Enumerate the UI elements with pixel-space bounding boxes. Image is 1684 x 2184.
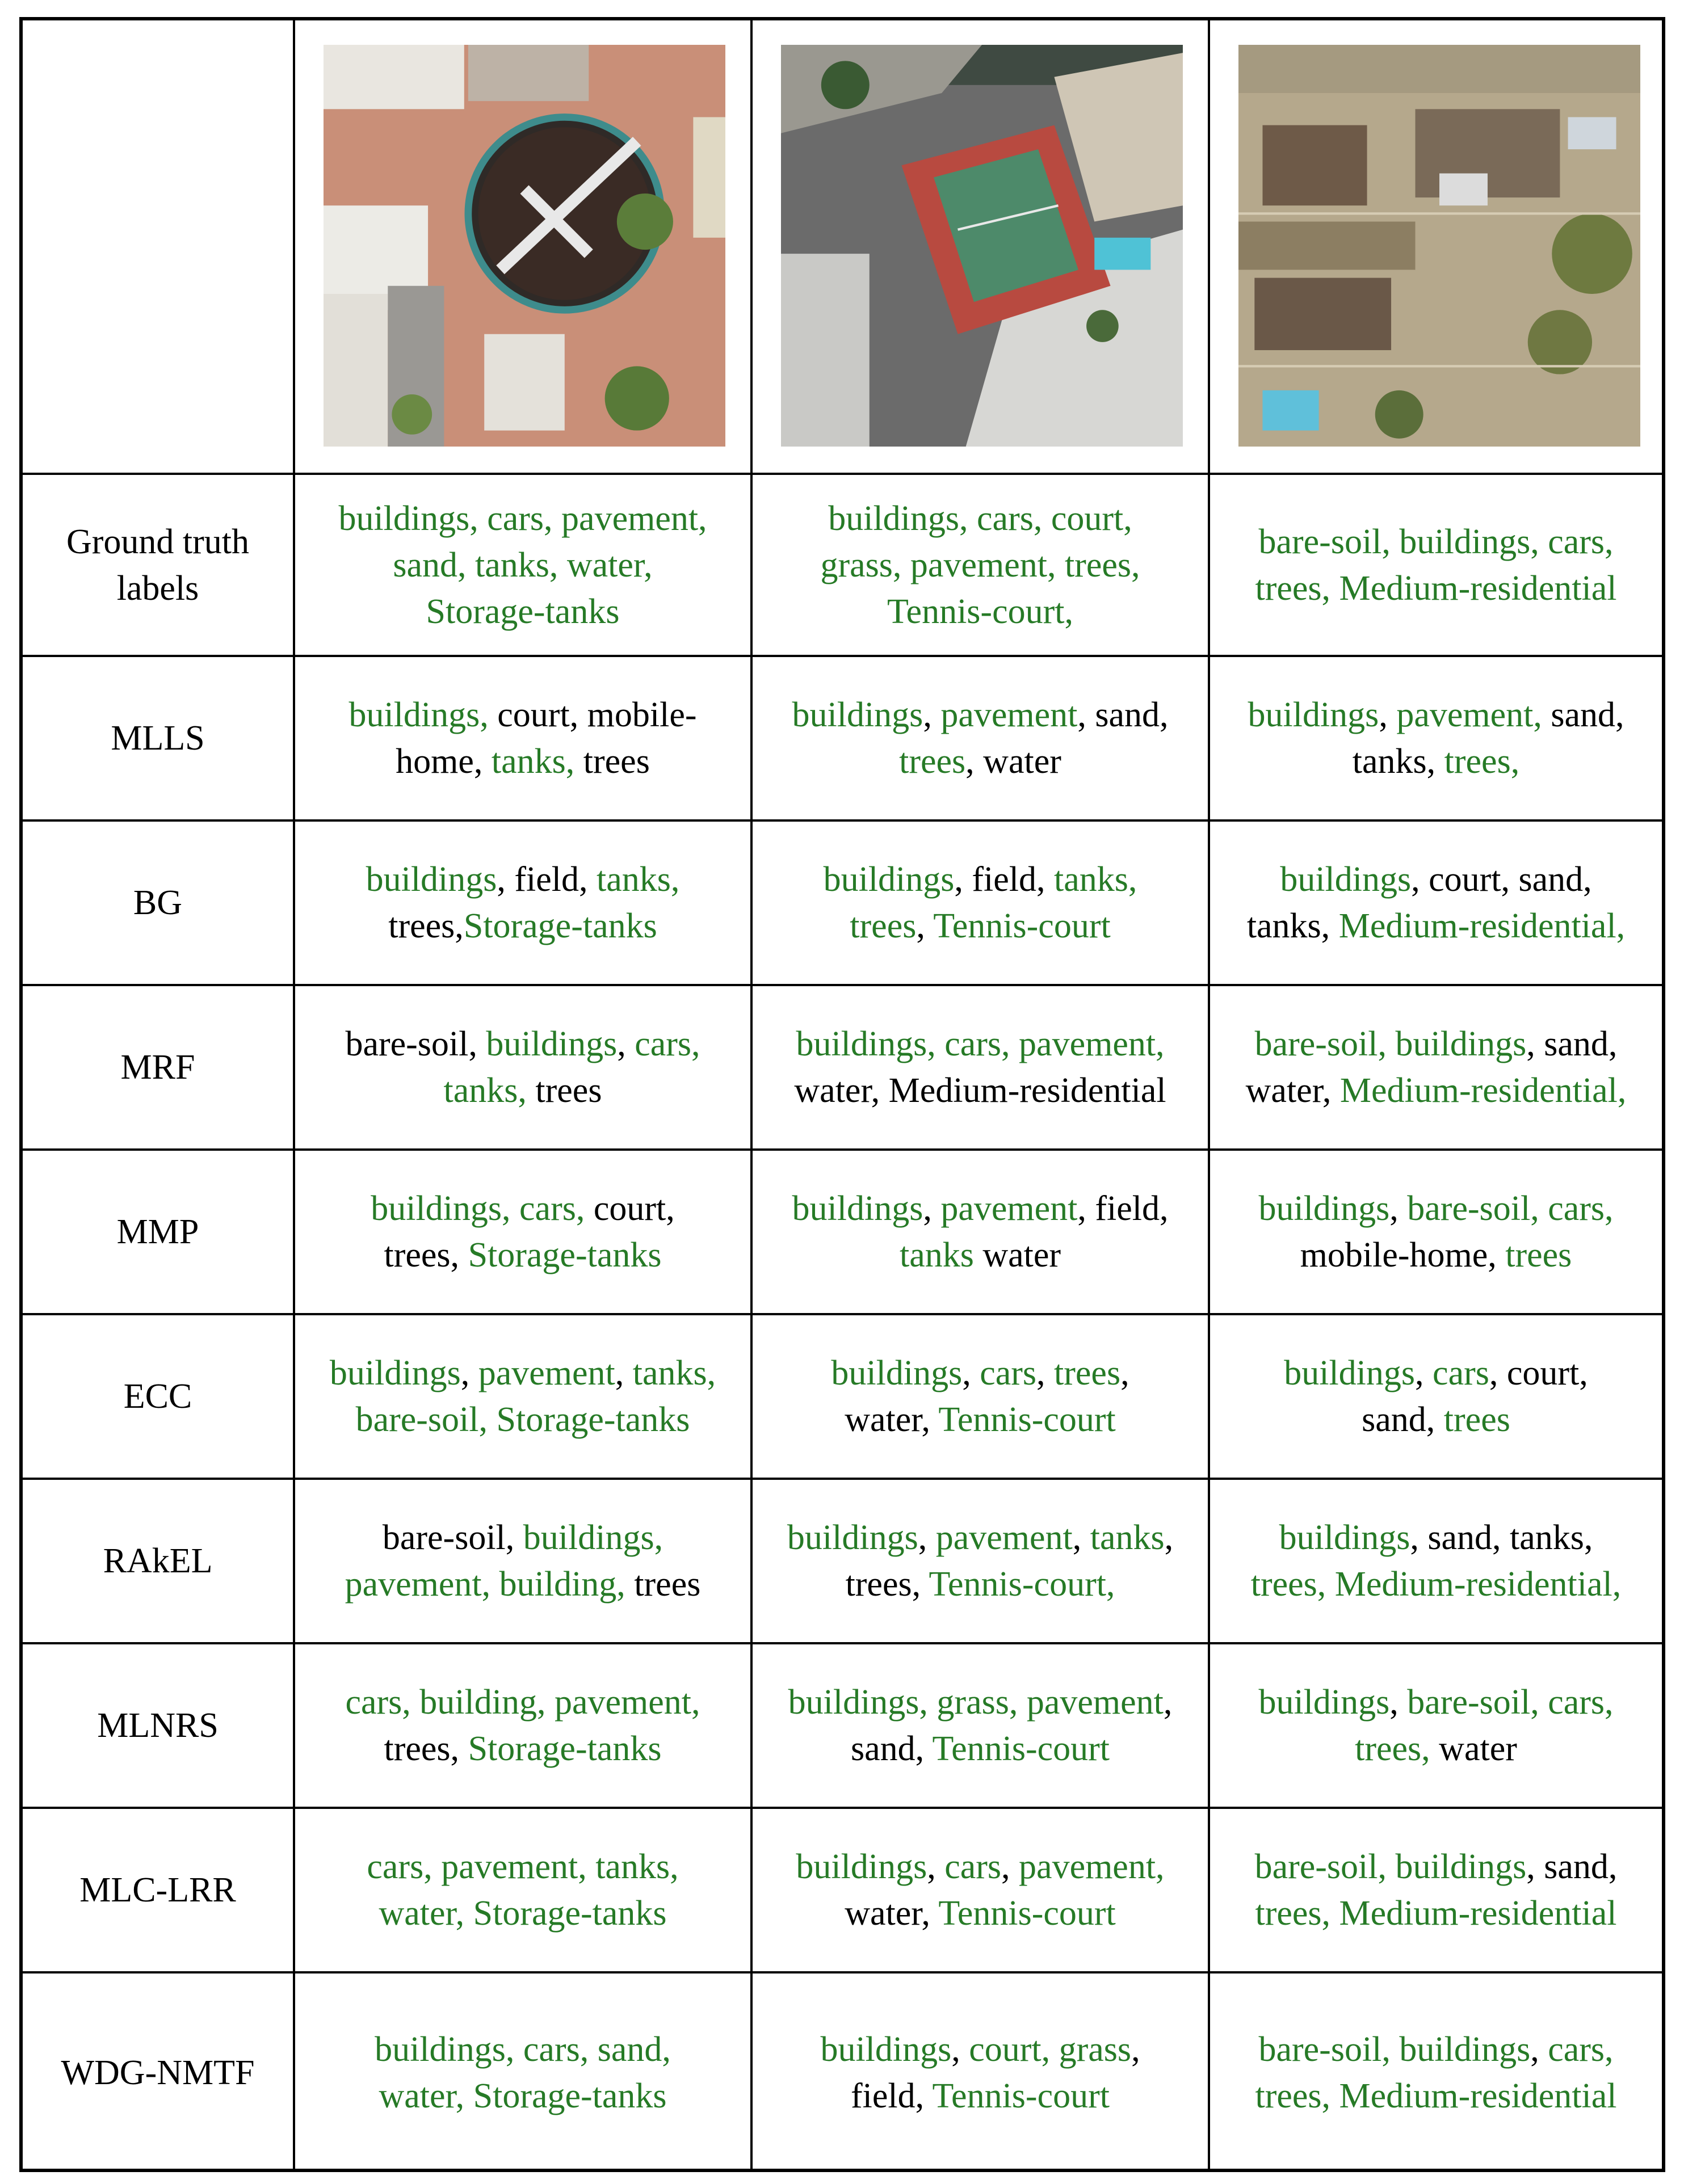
correct-label: buildings, pavement, building, [345, 1518, 663, 1604]
label-list [329, 1679, 716, 1772]
label-cell [295, 1315, 750, 1478]
label-cell [295, 657, 750, 819]
correct-label: pavement [478, 1354, 615, 1392]
label-list [329, 495, 716, 635]
label-cell [753, 1809, 1208, 1971]
incorrect-label: , field, [1077, 1189, 1169, 1228]
incorrect-label: , water [965, 742, 1061, 781]
correct-label: buildings, [348, 696, 489, 734]
correct-label: tanks, [597, 860, 680, 899]
correct-label: Tennis-court [933, 907, 1111, 945]
label-list [787, 1514, 1174, 1608]
correct-label: Storage-tanks [468, 1729, 662, 1768]
label-cell [1210, 1480, 1662, 1642]
incorrect-label: , [460, 1354, 478, 1392]
incorrect-label: , [951, 2030, 969, 2069]
correct-label: buildings [366, 860, 497, 899]
label-cell [1210, 475, 1662, 655]
incorrect-label: , sand, tanks, [1410, 1518, 1593, 1557]
correct-label: pavement [940, 696, 1078, 734]
correct-label: buildings [787, 1518, 918, 1557]
label-list [787, 1021, 1174, 1114]
correct-label: cars, trees, Medium-residential [1255, 2030, 1617, 2115]
incorrect-label: , [1379, 696, 1397, 734]
correct-label: Tennis-court, [929, 1565, 1115, 1604]
incorrect-label: court, mobile-home, [396, 696, 697, 781]
label-cell [1210, 1644, 1662, 1807]
label-cell [753, 657, 1208, 819]
method-label-text: RAkEL [103, 1542, 213, 1580]
incorrect-label: water [1430, 1729, 1517, 1768]
correct-label: Tennis-court [932, 1729, 1110, 1768]
correct-label: buildings [792, 696, 923, 734]
correct-label: bare-soil, buildings [1254, 1025, 1527, 1063]
correct-label: buildings, cars, court, grass, pavement, trees, Tennis-court, [820, 499, 1140, 631]
label-list [1244, 519, 1628, 612]
correct-label: buildings [486, 1025, 618, 1063]
label-cell [753, 475, 1208, 655]
incorrect-label: , sand, [851, 1683, 1173, 1768]
incorrect-label: water [973, 1236, 1061, 1274]
correct-label: cars [980, 1354, 1037, 1392]
label-list [329, 1514, 716, 1608]
correct-label: buildings [820, 2030, 952, 2069]
incorrect-label: water, Medium-residential [794, 1071, 1166, 1110]
correct-label: buildings [1258, 1189, 1390, 1228]
correct-label: buildings, cars, sand, water, Storage-tanks [375, 2030, 671, 2115]
label-list [329, 2026, 716, 2119]
incorrect-label: , [927, 1848, 945, 1886]
correct-label: Tennis-court [938, 1894, 1116, 1933]
method-label [23, 1151, 293, 1313]
label-cell [1210, 1151, 1662, 1313]
label-list [329, 1844, 716, 1937]
label-list [1244, 1185, 1628, 1278]
label-cell [1210, 822, 1662, 984]
label-list [1244, 1679, 1628, 1772]
correct-label: Tennis-court [938, 1400, 1116, 1439]
correct-label: buildings [1248, 696, 1379, 734]
label-cell [295, 1644, 750, 1807]
correct-label: cars, tanks, [443, 1025, 700, 1110]
correct-label: trees, Medium-residential [1255, 1894, 1617, 1933]
incorrect-label: , [1001, 1848, 1019, 1886]
label-list [787, 1844, 1174, 1937]
label-cell [753, 822, 1208, 984]
incorrect-label: mobile-home, [1300, 1236, 1506, 1274]
label-list [787, 1350, 1174, 1443]
label-cell [295, 1151, 750, 1313]
incorrect-label: trees [526, 1071, 602, 1110]
correct-label: buildings, cars, pavement, [796, 1025, 1165, 1063]
correct-label: tanks, trees [850, 860, 1137, 945]
label-list [1244, 692, 1628, 785]
label-list [329, 856, 716, 949]
incorrect-label: court, trees, [384, 1189, 675, 1274]
method-label-text: MLC-LRR [79, 1871, 236, 1909]
incorrect-label: sand, tanks, [1352, 696, 1624, 781]
method-label [23, 1315, 293, 1478]
correct-label: trees [1505, 1236, 1572, 1274]
incorrect-label: , trees, [845, 1518, 1174, 1604]
label-list [787, 1679, 1174, 1772]
incorrect-label: trees [625, 1565, 701, 1604]
storage-tanks-aerial-image [324, 45, 725, 447]
correct-label: Medium-residential, [1338, 907, 1626, 945]
correct-label: buildings, grass, pavement [788, 1683, 1164, 1722]
correct-label: buildings [1279, 1518, 1410, 1557]
label-list [1244, 1350, 1628, 1443]
correct-label: pavement [940, 1189, 1078, 1228]
correct-label: trees [899, 742, 966, 781]
label-list [329, 1350, 716, 1443]
correct-label: Medium-residential, [1339, 1071, 1627, 1110]
label-list [1244, 1514, 1628, 1608]
incorrect-label: , field, [497, 860, 597, 899]
label-list [1244, 856, 1628, 949]
correct-label: bare-soil, buildings [1258, 2030, 1531, 2069]
incorrect-label: , water, [845, 1354, 1129, 1439]
correct-label: buildings [792, 1189, 923, 1228]
incorrect-label: trees [574, 742, 650, 781]
method-label-text: MRF [120, 1048, 195, 1087]
label-list [787, 856, 1174, 949]
incorrect-label: , [916, 907, 934, 945]
correct-label: buildings [329, 1354, 461, 1392]
method-label [23, 657, 293, 819]
correct-label: cars, pavement, tanks, water, Storage-tanks [367, 1848, 679, 1933]
label-cell [1210, 1809, 1662, 1971]
label-cell [295, 1973, 750, 2172]
incorrect-label: , sand, water, [1245, 1025, 1618, 1110]
correct-label: Tennis-court [932, 2077, 1110, 2115]
label-cell [753, 1315, 1208, 1478]
results-table [19, 17, 1665, 2172]
tennis-court-aerial-image [781, 45, 1183, 447]
incorrect-label: , [962, 1354, 980, 1392]
label-cell [295, 986, 750, 1148]
method-label-text: WDG-NMTF [61, 2053, 255, 2092]
correct-label: buildings [1258, 1683, 1390, 1722]
label-cell [295, 1809, 750, 1971]
incorrect-label: , court, sand, [1362, 1354, 1588, 1439]
method-label-text: BG [133, 883, 183, 922]
incorrect-label: , [617, 1025, 635, 1063]
incorrect-label: , sand, [1077, 696, 1169, 734]
correct-label: buildings [1280, 860, 1412, 899]
method-label [23, 1809, 293, 1971]
correct-label: trees [1054, 1354, 1121, 1392]
label-cell [1210, 657, 1662, 819]
label-list [787, 2026, 1174, 2119]
correct-label: buildings, cars, [371, 1189, 585, 1228]
incorrect-label: , [923, 696, 941, 734]
incorrect-label: bare-soil, [382, 1518, 523, 1557]
incorrect-label: , [1036, 1354, 1055, 1392]
method-label [23, 1480, 293, 1642]
label-cell [1210, 1315, 1662, 1478]
label-list [1244, 1844, 1628, 1937]
correct-label: pavement, [1019, 1848, 1165, 1886]
label-list [787, 692, 1174, 785]
correct-label: tanks, [491, 742, 575, 781]
method-label [23, 1644, 293, 1807]
incorrect-label: , [1389, 1189, 1408, 1228]
correct-label: bare-soil, cars, [1407, 1189, 1614, 1228]
label-list [1244, 2026, 1628, 2119]
correct-label: trees, Medium-residential, [1250, 1565, 1622, 1604]
correct-label: cars [944, 1848, 1002, 1886]
incorrect-label: , field, [851, 2030, 1140, 2115]
incorrect-label: , sand, [1526, 1848, 1618, 1886]
method-label-text: ECC [123, 1377, 192, 1416]
method-label-text: Ground truth labels [66, 522, 250, 608]
method-label [23, 822, 293, 984]
label-cell [295, 822, 750, 984]
correct-label: Storage-tanks [463, 907, 657, 945]
incorrect-label: , [615, 1354, 633, 1392]
label-cell [753, 1644, 1208, 1807]
label-cell [753, 1480, 1208, 1642]
label-cell [295, 1480, 750, 1642]
incorrect-label: water, [845, 1894, 939, 1933]
incorrect-label: , field, [954, 860, 1055, 899]
incorrect-label: bare-soil, [345, 1025, 486, 1063]
label-cell [1210, 986, 1662, 1148]
medium-residential-aerial-image [1238, 45, 1640, 447]
correct-label: trees, [1444, 742, 1520, 781]
correct-label: buildings [831, 1354, 963, 1392]
correct-label: buildings, cars, pavement, sand, tanks, water, Storage-tanks [338, 499, 707, 631]
incorrect-label: , [1072, 1518, 1090, 1557]
incorrect-label: trees, [388, 907, 464, 945]
correct-label: tanks [899, 1236, 974, 1274]
correct-label: cars, building, pavement, [345, 1683, 700, 1722]
method-label [23, 1973, 293, 2172]
incorrect-label: , [1389, 1683, 1408, 1722]
method-label-text: MMP [116, 1213, 199, 1251]
correct-label: Storage-tanks [468, 1236, 662, 1274]
label-list [329, 1021, 716, 1114]
method-label [23, 986, 293, 1148]
incorrect-label: , [923, 1189, 941, 1228]
method-label [23, 475, 293, 655]
correct-label: buildings [1284, 1354, 1416, 1392]
incorrect-label: trees, [384, 1729, 468, 1768]
method-label-text: MLNRS [97, 1706, 219, 1745]
correct-label: court, grass [969, 2030, 1132, 2069]
label-list [1244, 1021, 1628, 1114]
correct-label: buildings [823, 860, 955, 899]
correct-label: bare-soil, buildings [1254, 1848, 1527, 1886]
correct-label: tanks, bare-soil, Storage-tanks [355, 1354, 716, 1439]
label-list [787, 1185, 1174, 1278]
label-cell [295, 475, 750, 655]
incorrect-label: , court, sand, tanks, [1246, 860, 1592, 945]
correct-label: pavement [935, 1518, 1073, 1557]
incorrect-label: , [1415, 1354, 1433, 1392]
incorrect-label: , [918, 1518, 936, 1557]
incorrect-label: , [1530, 2030, 1548, 2069]
correct-label: pavement, [1396, 696, 1542, 734]
label-list [329, 692, 716, 785]
label-cell [753, 986, 1208, 1148]
label-cell [1210, 1973, 1662, 2172]
correct-label: trees [1443, 1400, 1510, 1439]
correct-label: tanks [1090, 1518, 1165, 1557]
correct-label: bare-soil, cars, trees, [1355, 1683, 1614, 1768]
label-cell [753, 1151, 1208, 1313]
correct-label: bare-soil, buildings, cars, trees, Medium-residential [1255, 522, 1617, 608]
method-label-text: MLLS [111, 719, 205, 758]
correct-label: buildings [796, 1848, 927, 1886]
label-list [329, 1185, 716, 1278]
label-list [787, 495, 1174, 635]
label-cell [753, 1973, 1208, 2172]
correct-label: cars [1433, 1354, 1489, 1392]
